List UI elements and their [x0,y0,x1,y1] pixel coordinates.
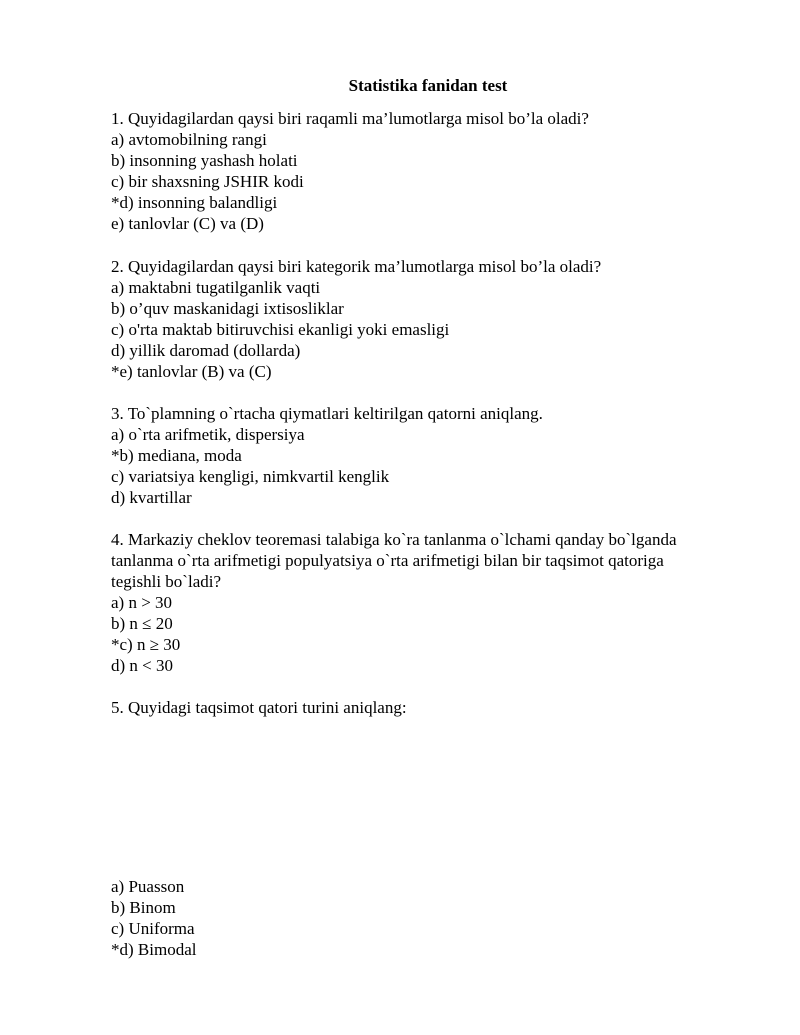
answer-option: a) maktabni tugatilganlik vaqti [111,278,321,297]
answer-option: a) o`rta arifmetik, dispersiya [111,425,305,444]
answer-option: b) Binom [111,898,176,917]
question-2 [111,256,731,382]
question-text: tegishli bo`ladi? [111,572,222,591]
question-text: tanlanma o`rta arifmetigi populyatsiya o`rta arifmetigi bilan bir taqsimot qatoriga [111,551,664,570]
answer-option: a) avtomobilning rangi [111,130,267,149]
answer-option-correct: *d) insonning balandligi [111,193,278,212]
answer-option: c) bir shaxsning JSHIR kodi [111,172,304,191]
question-text: 1. Quyidagilardan qaysi biri raqamli ma’lumotlarga misol bo’la oladi? [111,109,589,128]
answer-option: d) kvartillar [111,488,192,507]
answer-option: c) variatsiya kengligi, nimkvartil kenglik [111,467,390,486]
answer-option: b) insonning yashash holati [111,151,298,170]
answer-option: c) Uniforma [111,919,195,938]
answer-option: d) yillik daromad (dollarda) [111,341,301,360]
question-text: 5. Quyidagi taqsimot qatori turini aniqlang: [111,698,407,717]
question-5-options [111,876,731,960]
question-5 [111,697,731,718]
answer-option-correct: *d) Bimodal [111,940,197,959]
answer-option-correct: *b) mediana, moda [111,446,242,465]
answer-option: c) o'rta maktab bitiruvchisi ekanligi yoki emasligi [111,320,450,339]
answer-option: e) tanlovlar (C) va (D) [111,214,264,233]
document-title: Statistika fanidan test [348,76,508,95]
answer-option: d) n < 30 [111,656,173,675]
question-1 [111,108,731,234]
answer-option-correct: *c) n ≥ 30 [111,635,181,654]
question-text: 4. Markaziy cheklov teoremasi talabiga ko`ra tanlanma o`lchami qanday bo`lganda [111,530,677,549]
answer-option-correct: *e) tanlovlar (B) va (C) [111,362,272,381]
answer-option: b) o’quv maskanidagi ixtisosliklar [111,299,344,318]
answer-option: a) n > 30 [111,593,173,612]
question-3 [111,403,731,508]
question-text: 3. To`plamning o`rtacha qiymatlari keltirilgan qatorni aniqlang. [111,404,543,423]
answer-option: a) Puasson [111,877,185,896]
answer-option: b) n ≤ 20 [111,614,173,633]
question-text: 2. Quyidagilardan qaysi biri kategorik ma’lumotlarga misol bo’la oladi? [111,257,602,276]
question-4 [111,529,731,676]
